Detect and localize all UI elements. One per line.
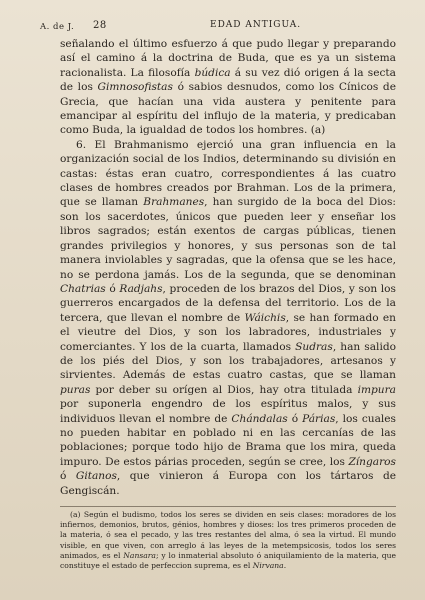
page-number: 28 [93,20,107,31]
margin-reference: A. de J. [40,22,75,32]
running-head [40,20,385,34]
paragraph-castas: 6. El Brahmanismo ejerció una gran influencia en la organización social de los Indios, determinando su división en castas: éstas eran cuatro, correspondientes á las cuatro clases de hombres creados por Brahman. Los de la primera, que se llaman Brahmanes, han surgido de la boca del Dios: son los sacerdotes, únicos que pueden leer y enseñar los libros sagrados; están exentos de cargas públicas, tienen grandes privilegios y honores, y sus personas son de tal manera inviolables y sagradas, que la ofensa que se les hace, no se perdona jamás. Los de la segunda, que se denominan Chatrias ó Radjahs, proceden de los brazos del Dios, y son los guerreros encargados de la defensa del territorio. Los de la tercera, que llevan el nombre de Wáichis, se han formado en el vieutre del Dios, y son los labradores, industriales y comerciantes. Y los de la cuarta, llamados Sudras, han salido de los piés del Dios, y son los trabajadores, artesanos y sirvientes. Además de estas cuatro castas, que se llaman puras por deber su orígen al Dios, hay otra titulada impura por suponerla engendro de los espíritus malos, y sus individuos llevan el nombre de Chándalas ó Párias, los cuales no pueden habitar en poblado ni en las cercanías de las poblaciones; porque todo hijo de Brama que los mira, queda impuro. De estos párias proceden, según se cree, los Zíngaros ó Gitanos, que vinieron á Europa con los tártaros de Gengiscán. [60,138,397,497]
footnote-text: (a) Según el budismo, todos los seres se dividen en seis clases: moradores de los infiernos, demonios, brutos, génios, hombres y dioses: los tres primeros proceden de la materia, ó sea el pecado, y las tres restantes del alma, ó sea la virtud. El mundo visible, en que viven, con arreglo á las leyes de la metempsicosis, todos los seres animados, es el Nansara; y lo inmaterial absoluto ó aniquilamiento de la materia, que constituye el estado de perfeccion suprema, es el Nirvana. [60,510,397,571]
running-title: EDAD ANTIGUA. [210,20,302,30]
footnote-reference: (a) [310,124,326,137]
body-text [60,37,396,498]
footnote-divider [60,506,396,507]
footnote [60,510,396,571]
paragraph-continuation: señalando el último esfuerzo á que pudo llegar y preparando así el camino á la doctrina de Buda, que es ya un sistema racionalista. La filosofía búdica á su vez dió origen á la secta de los Gimnosofistas ó sabios desnudos, como los Cínicos de Grecia, que hacían una vida austera y penitente para emancipar al espíritu del influjo de la materia, y predicaban como Buda, la igualdad de todos los hombres. (a) [60,38,396,137]
